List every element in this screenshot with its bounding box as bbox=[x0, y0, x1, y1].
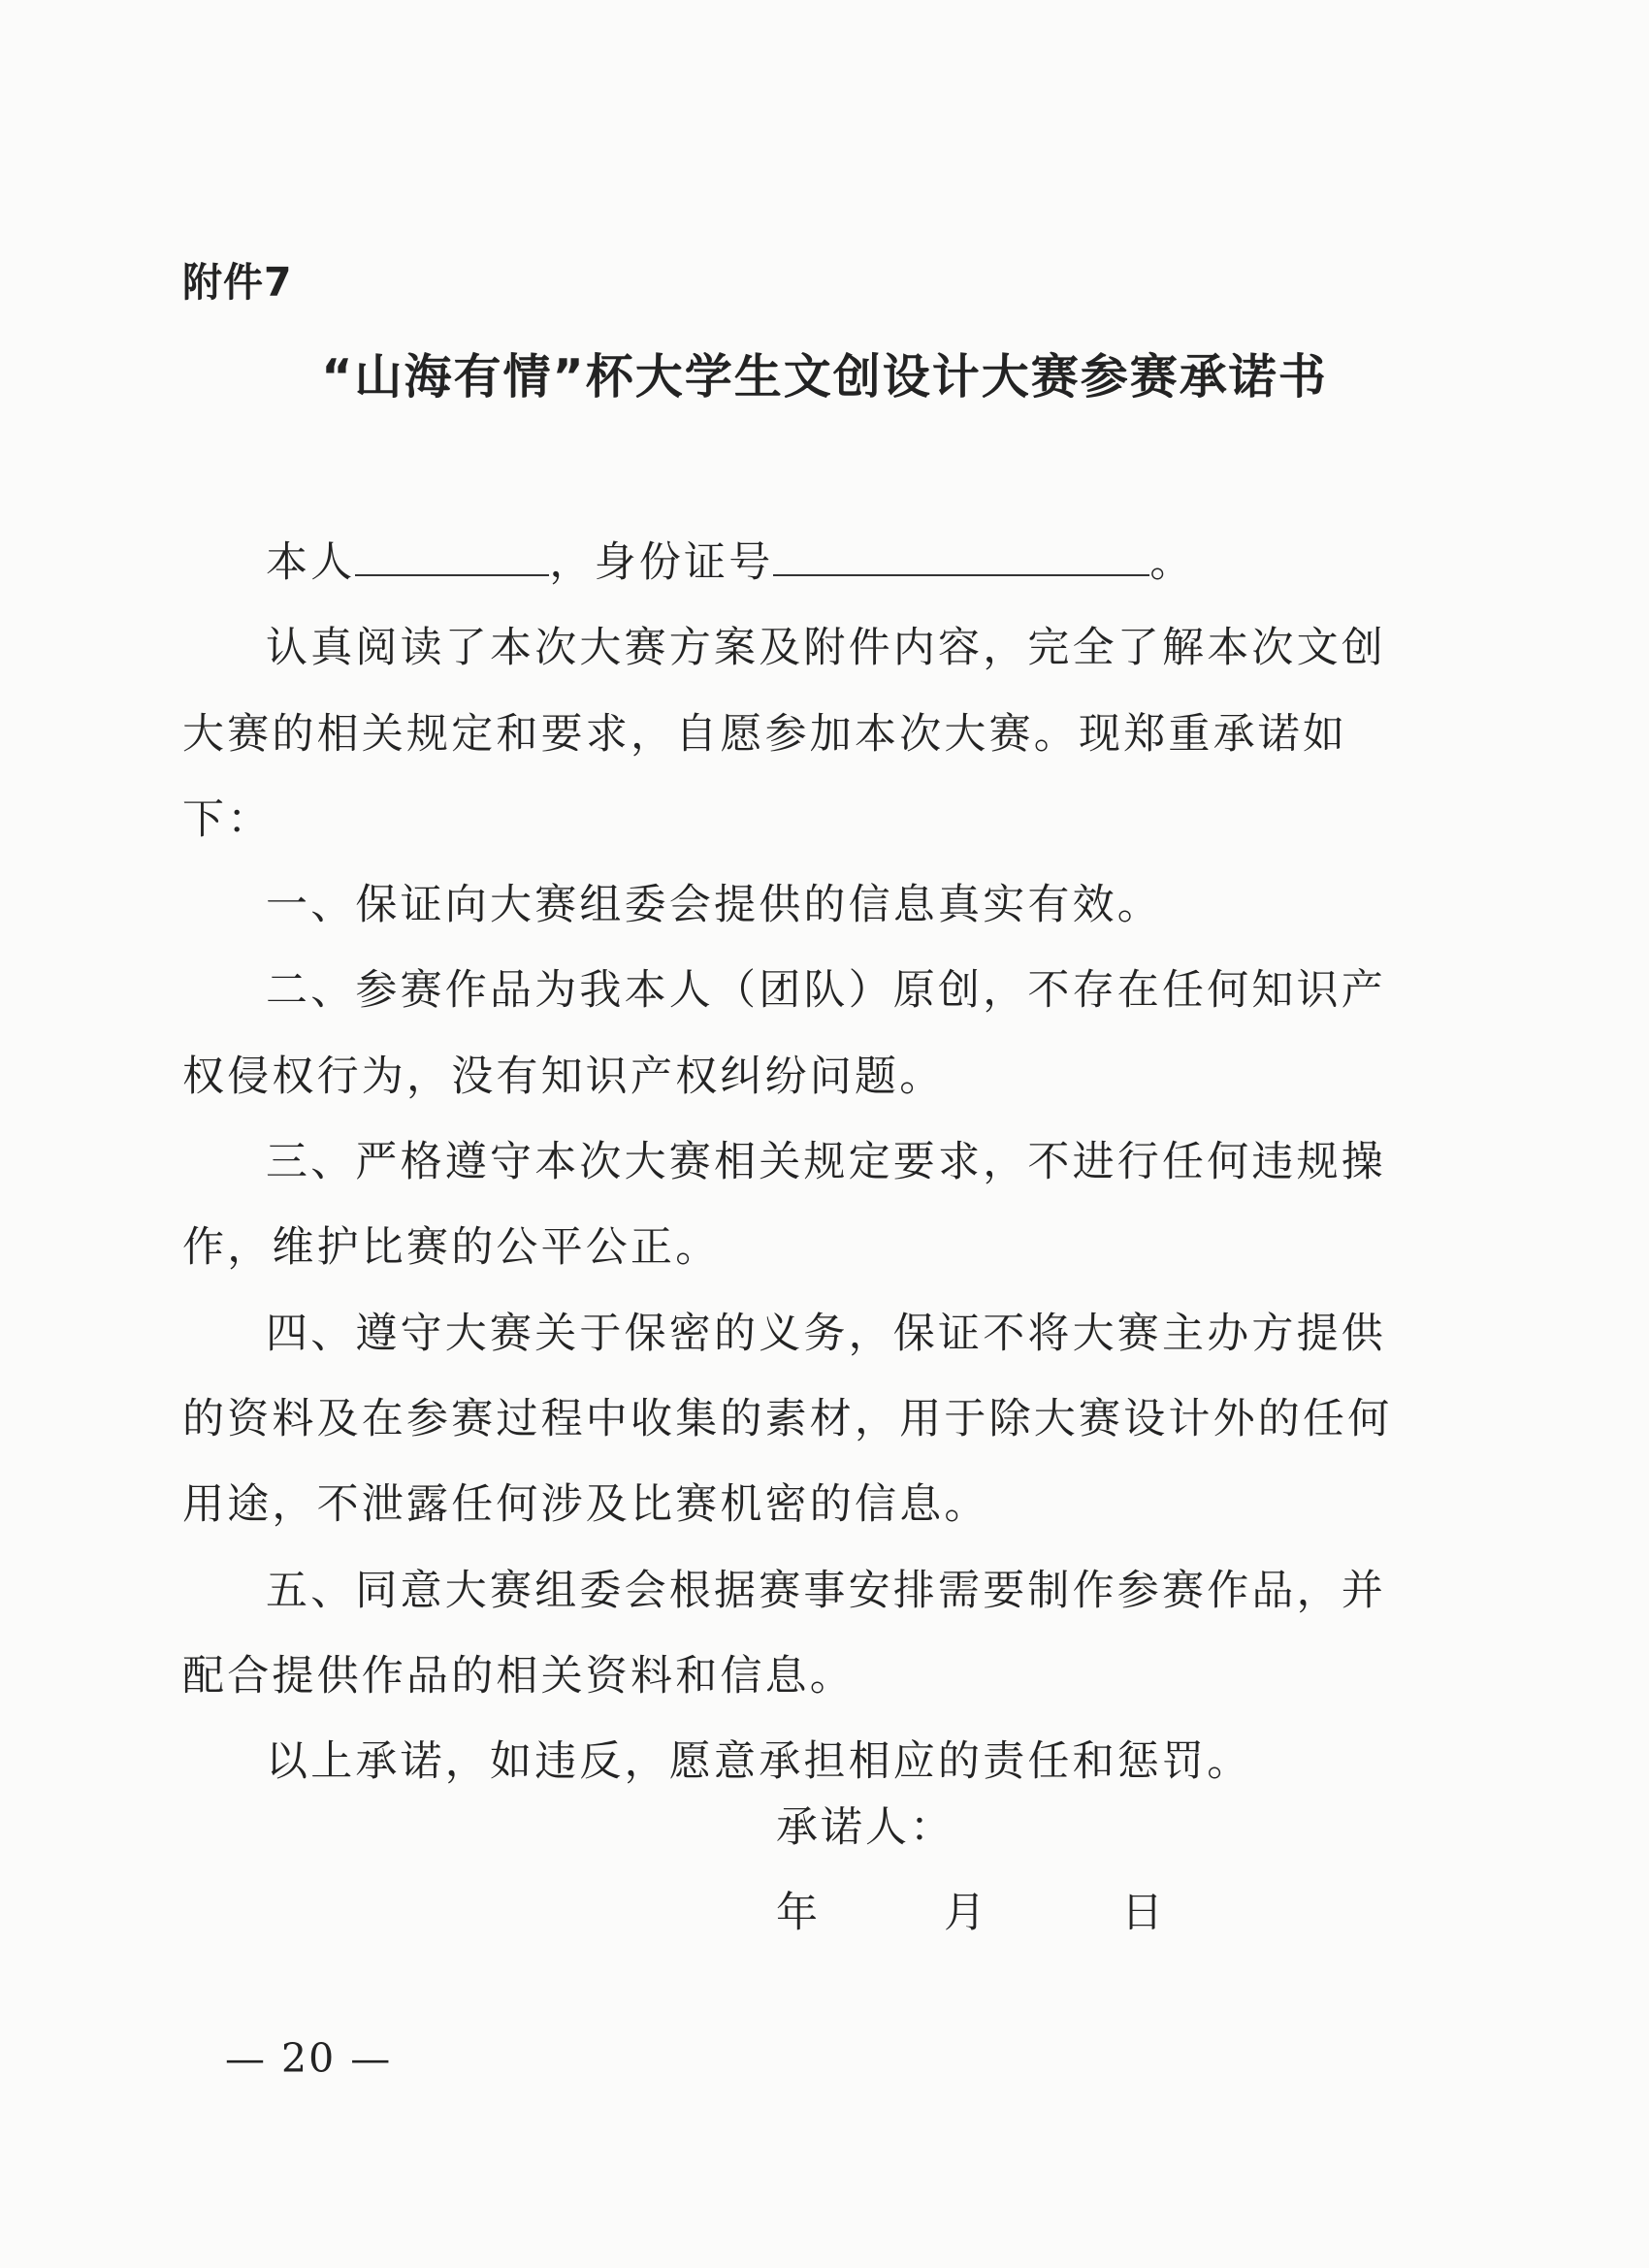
document-body bbox=[182, 520, 1406, 1804]
document-title: “山海有情”杯大学生文创设计大赛参赛承诺书 bbox=[321, 349, 1328, 405]
page-number: — 20 — bbox=[225, 2035, 393, 2082]
name-prefix: 本人 bbox=[266, 538, 356, 587]
name-blank-line bbox=[355, 533, 549, 576]
date-year: 年 bbox=[776, 1889, 818, 1937]
paragraph-item-2: 二、参赛作品为我本人（团队）原创，不存在任何知识产权侵权行为，没有知识产权纠纷问题。 bbox=[182, 966, 1386, 1101]
paragraph-item-3: 三、严格遵守本次大赛相关规定要求，不进行任何违规操作，维护比赛的公平公正。 bbox=[182, 1138, 1386, 1273]
id-prefix: ，身份证号 bbox=[549, 538, 774, 587]
date-month: 月 bbox=[944, 1889, 986, 1937]
paragraph-statement: 认真阅读了本次大赛方案及附件内容，完全了解本次文创大赛的相关规定和要求，自愿参加本次大赛。现郑重承诺如下： bbox=[182, 624, 1386, 844]
intro-end-mark: 。 bbox=[1149, 538, 1195, 587]
date-day: 日 bbox=[1121, 1889, 1163, 1937]
paragraph-item-5: 五、同意大赛组委会根据赛事安排需要制作参赛作品，并配合提供作品的相关资料和信息。 bbox=[182, 1566, 1386, 1701]
paragraph-item-1: 一、保证向大赛组委会提供的信息真实有效。 bbox=[266, 881, 1162, 930]
attachment-label: 附件7 bbox=[182, 259, 293, 306]
intro-line bbox=[182, 520, 1406, 605]
signature-label: 承诺人： bbox=[776, 1803, 954, 1852]
paragraph-closing: 以上承诺，如违反，愿意承担相应的责任和惩罚。 bbox=[266, 1737, 1252, 1787]
paragraph-item-4: 四、遵守大赛关于保密的义务，保证不将大赛主办方提供的资料及在参赛过程中收集的素材，用于除大赛设计外的任何用途，不泄露任何涉及比赛机密的信息。 bbox=[182, 1309, 1393, 1530]
id-number-blank-line bbox=[773, 533, 1149, 576]
